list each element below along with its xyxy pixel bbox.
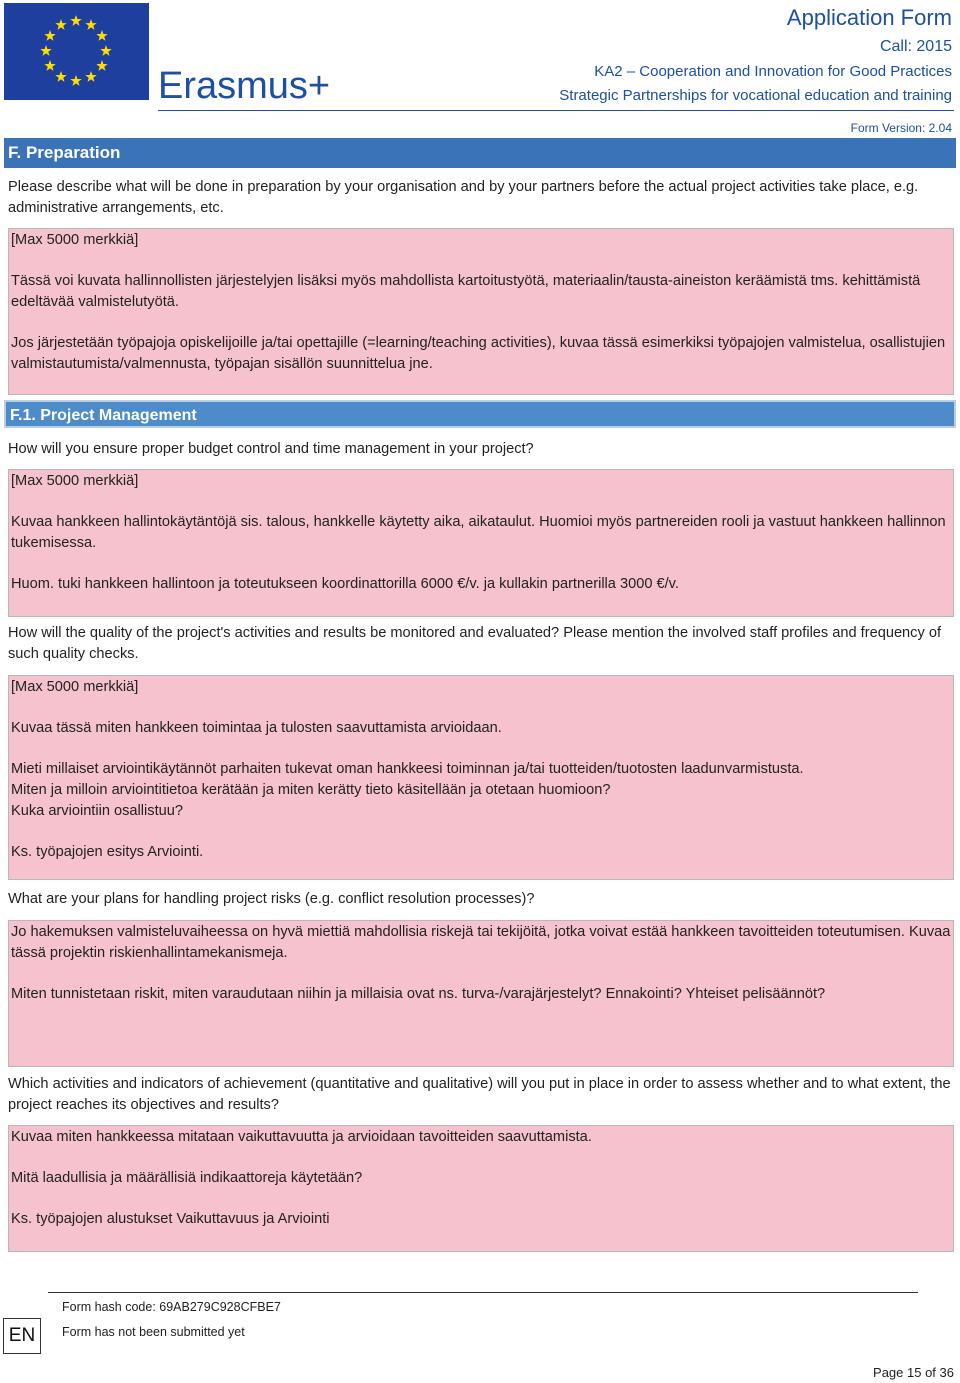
page-title: Application Form (786, 5, 952, 30)
flag-star (70, 75, 81, 86)
flag-star (100, 45, 111, 56)
form-hash: Form hash code: 69AB279C928CFBE7 (62, 1300, 281, 1314)
answer-paragraph: Ks. työpajojen alustukset Vaikuttavuus ja Arviointi (11, 1211, 330, 1227)
flag-star (85, 19, 96, 30)
flag-star (44, 60, 55, 71)
call-year: Call: 2015 (879, 38, 952, 55)
max-length-label: [Max 5000 merkkiä] (11, 679, 139, 695)
section-f-header: F. Preparation (4, 138, 956, 168)
answer-paragraph: Huom. tuki hankkeen hallintoon ja toteutukseen koordinattorilla 6000 €/v. ja kullakin partnerilla 3000 €/v. (11, 576, 679, 592)
flag-star (70, 15, 81, 26)
answer-paragraph: Kuvaa tässä miten hankkeen toimintaa ja tulosten saavuttamista arvioidaan. (11, 720, 502, 736)
answer-paragraph: Kuka arviointiin osallistuu? (11, 803, 183, 819)
page-number: Page 15 of 36 (873, 1365, 954, 1380)
answer-paragraph: Kuvaa miten hankkeessa mitataan vaikuttavuutta ja arvioidaan tavoitteiden saavuttamista. (11, 1129, 592, 1145)
indicators-question: Which activities and indicators of achievement (quantitative and qualitative) will you put in place in order to assess whether and to what extent, the project reaches its objectives and results? (8, 1076, 951, 1113)
submission-status: Form has not been submitted yet (62, 1325, 245, 1339)
section-f-question: Please describe what will be done in preparation by your organisation and by your partners before the actual project activities take place, e.g. administrative arrangements, etc. (8, 179, 919, 216)
answer-paragraph: Mieti millaiset arviointikäytännöt parhaiten tukevat oman hankkeesi toiminnan ja/tai tuotteiden/tuotosten laadunvarmistusta. (11, 761, 804, 777)
flag-star (96, 30, 107, 41)
indicators-answer-field[interactable] (8, 1125, 954, 1252)
risk-answer-field[interactable] (8, 920, 954, 1067)
budget-answer-field[interactable] (8, 469, 954, 617)
answer-paragraph: Kuvaa hankkeen hallintokäytäntöjä sis. talous, hankkelle käytetty aika, aikataulut. Huomioi myös partnereiden rooli ja vastuut hankkeen hallinnon tukemisessa. (11, 514, 946, 551)
budget-question: How will you ensure proper budget control and time management in your project? (8, 441, 534, 457)
answer-paragraph: Jo hakemuksen valmisteluvaiheessa on hyvä miettiä mahdollisia riskejä tai tekijöitä, jotka voivat estää hankkeen tavoitteiden toteutumisen. Kuvaa tässä projektin riskienhallintamekanismeja. (11, 924, 951, 961)
form-version: Form Version: 2.04 (850, 121, 952, 135)
section-f-answer-field[interactable] (8, 228, 954, 395)
answer-paragraph: Miten ja milloin arviointitietoa kerätään ja miten kerätty tieto käsitellään ja otetaan huomioon? (11, 782, 611, 798)
eu-flag-logo (4, 3, 149, 100)
max-length-label: [Max 5000 merkkiä] (11, 473, 139, 489)
answer-paragraph: Jos järjestetään työpajoja opiskelijoille ja/tai opettajille (=learning/teaching activities), kuvaa tässä esimerkiksi työpajojen valmistelua, osallistujien valmistautumista/valmennusta, työpajan sisällön suunnittelua jne. (11, 335, 946, 372)
erasmus-logo-text: Erasmus+ (158, 65, 331, 107)
answer-paragraph: Tässä voi kuvata hallinnollisten järjestelyjen lisäksi myös mahdollista kartoitustyötä, materiaalin/tausta-aineiston keräämistä tms. kehittämistä edeltävää valmistelutyötä. (11, 273, 921, 310)
flag-star (55, 19, 66, 30)
language-badge: EN (3, 1318, 41, 1354)
flag-star (44, 30, 55, 41)
answer-paragraph: Miten tunnistetaan riskit, miten varaudutaan niihin ja millaisia ovat ns. turva-/varajärjestelyt? Ennakointi? Yhteiset pelisäännöt? (11, 986, 826, 1002)
flag-star (55, 71, 66, 82)
header-divider (158, 110, 954, 111)
max-length-label: [Max 5000 merkkiä] (11, 232, 139, 248)
answer-paragraph: Mitä laadullisia ja määrällisiä indikaattoreja käytetään? (11, 1170, 363, 1186)
section-f1-header: F.1. Project Management (4, 400, 956, 428)
risk-question: What are your plans for handling project risks (e.g. conflict resolution processes)? (8, 891, 535, 907)
quality-question: How will the quality of the project's activities and results be monitored and evaluated? Please mention the involved staff profiles and frequency of such quality checks. (8, 625, 941, 662)
answer-paragraph: Ks. työpajojen esitys Arviointi. (11, 844, 204, 860)
eu-stars-icon (4, 3, 149, 100)
flag-star (96, 60, 107, 71)
flag-star (40, 45, 51, 56)
action-type: Strategic Partnerships for vocational education and training (559, 87, 952, 104)
footer-divider (48, 1292, 918, 1293)
flag-star (85, 71, 96, 82)
key-action: KA2 – Cooperation and Innovation for Good Practices (594, 63, 952, 80)
quality-answer-field[interactable] (8, 675, 954, 880)
